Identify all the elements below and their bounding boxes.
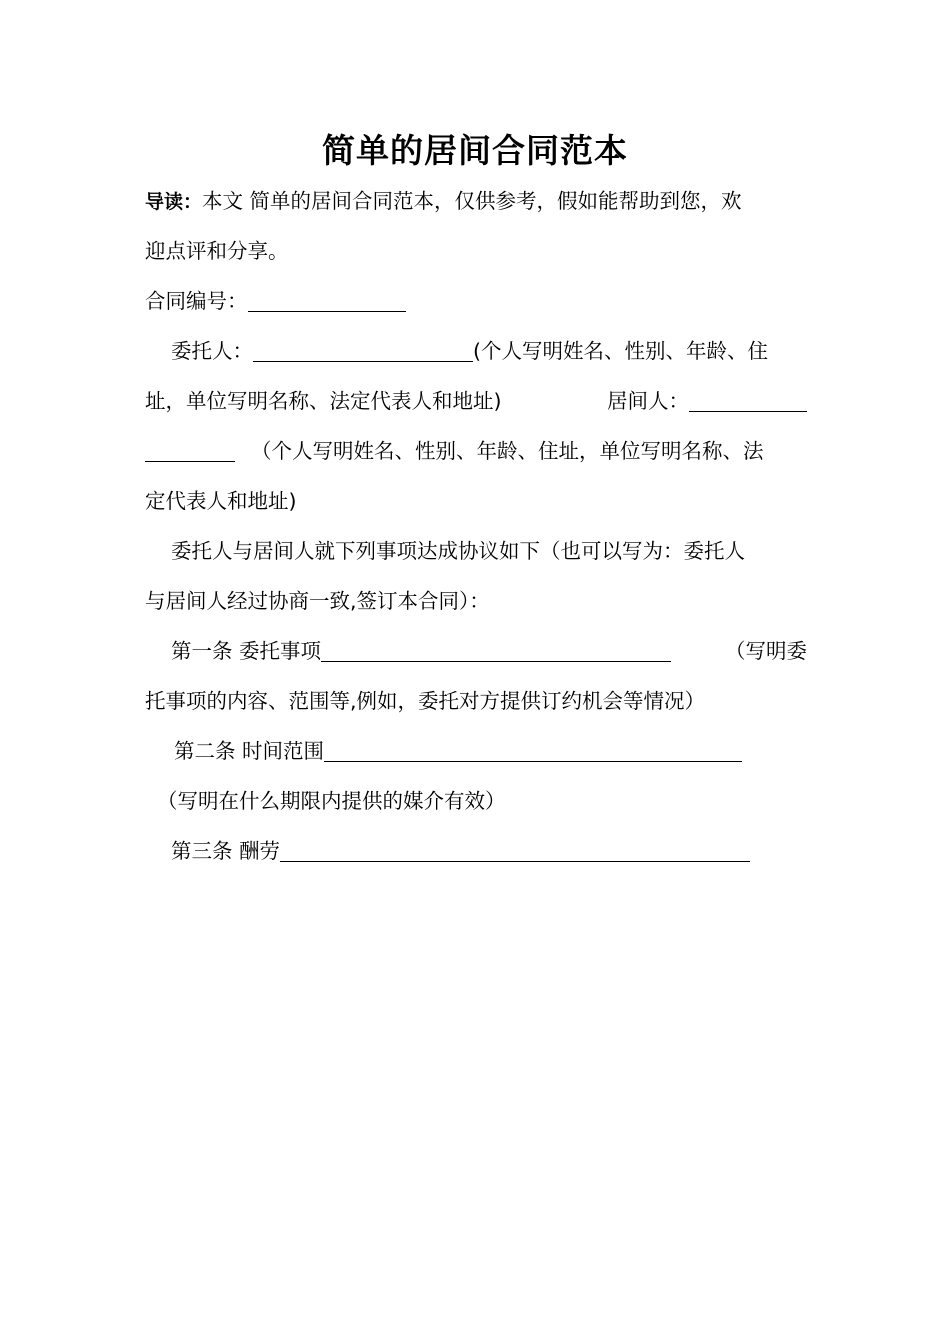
intro-line-1 bbox=[145, 176, 807, 226]
principal-label: 委托人： bbox=[171, 339, 253, 363]
article-2-label: 第二条 时间范围 bbox=[174, 739, 325, 763]
article-1-label: 第一条 委托事项 bbox=[171, 639, 322, 663]
agreement-line-2: 与居间人经过协商一致,签订本合同）： bbox=[145, 589, 490, 613]
broker-blank-cont[interactable] bbox=[145, 439, 235, 462]
principal-line bbox=[145, 326, 807, 376]
document-body bbox=[145, 176, 807, 876]
broker-note: （个人写明姓名、性别、年龄、住址，单位写明名称、法 bbox=[251, 439, 764, 463]
broker-note-cont-line: 定代表人和地址) bbox=[145, 489, 297, 513]
document-title: 简单的居间合同范本 bbox=[322, 131, 628, 170]
broker-blank[interactable] bbox=[689, 389, 807, 412]
article-1-note: （写明委 bbox=[725, 639, 807, 663]
intro-paragraph bbox=[145, 176, 742, 226]
article-3-line bbox=[145, 826, 807, 876]
principal-broker-line bbox=[145, 376, 807, 426]
article-2-line bbox=[145, 726, 807, 776]
article-1-field bbox=[171, 626, 671, 676]
article-1-note-line: 托事项的内容、范围等,例如，委托对方提供订约机会等情况） bbox=[145, 689, 706, 713]
agreement-line-1: 委托人与居间人就下列事项达成协议如下（也可以写为：委托人 bbox=[171, 539, 745, 563]
broker-note-line bbox=[145, 426, 807, 476]
article-3-label: 第三条 酬劳 bbox=[171, 839, 281, 863]
broker-field bbox=[607, 376, 807, 426]
intro-label: 导读： bbox=[145, 191, 203, 213]
principal-note: (个人写明姓名、性别、年龄、住 bbox=[473, 339, 768, 363]
contract-number-blank[interactable] bbox=[248, 289, 406, 312]
article-3-blank[interactable] bbox=[280, 839, 750, 862]
intro-line-2: 迎点评和分享。 bbox=[145, 239, 289, 263]
contract-number-line bbox=[145, 276, 807, 326]
article-2-blank[interactable] bbox=[324, 739, 742, 762]
article-1-blank[interactable] bbox=[321, 639, 671, 662]
intro-text: 本文 简单的居间合同范本，仅供参考，假如能帮助到您，欢 bbox=[202, 189, 742, 213]
principal-note-cont: 址，单位写明名称、法定代表人和地址) bbox=[145, 389, 502, 413]
broker-label: 居间人： bbox=[607, 389, 689, 413]
contract-number-label: 合同编号： bbox=[145, 289, 248, 313]
article-1-line bbox=[145, 626, 807, 676]
principal-blank[interactable] bbox=[253, 339, 473, 362]
article-2-note-line: （写明在什么期限内提供的媒介有效） bbox=[157, 789, 506, 813]
